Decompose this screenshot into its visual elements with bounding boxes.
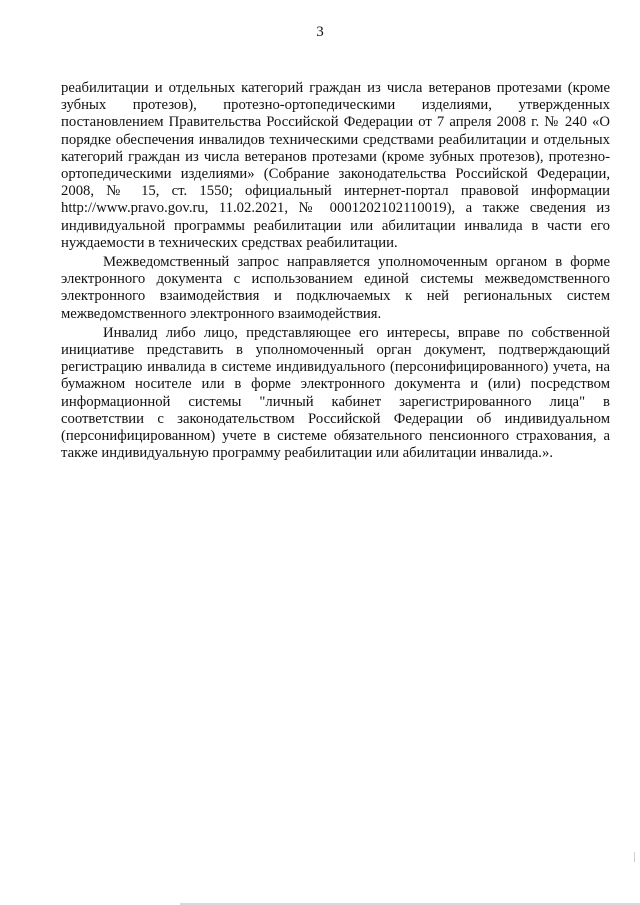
paragraph-own-initiative: Инвалид либо лицо, представляющее его интересы, вправе по собственной инициативе представить в уполномоченный орган документ, подтверждающий регистрацию инвалида в системе индивидуального (персонифицированного) учета, на бумажном носителе или в форме электронного документа и (или) посредством информационной системы "личный кабинет зарегистрированного лица" в соответствии с законодательством Российской Федерации об индивидуальном (персонифицированном) учете в системе обязательного пенсионного страхования, а также индивидуальную программу реабилитации или абилитации инвалида.». <box>61 324 610 462</box>
page-number: 3 <box>316 24 324 40</box>
paragraph-interagency-request: Межведомственный запрос направляется уполномоченным органом в форме электронного документа с использованием единой системы межведомственного электронного взаимодействия и подключаемых к ней региональных систем межведомственного электронного взаимодействия. <box>61 254 610 322</box>
scan-artifact-mark <box>634 852 635 862</box>
paragraph-continuation: реабилитации и отдельных категорий граждан из числа ветеранов протезами (кроме зубных протезов), протезно-ортопедическими изделиями, утвержденных постановлением Правительства Российской Федерации от 7 апреля 2008 г. № 240 «О порядке обеспечения инвалидов техническими средствами реабилитации и отдельных категорий граждан из числа ветеранов протезами (кроме зубных протезов), протезно-ортопедическими изделиями» (Собрание законодательства Российской Федерации, 2008, № 15, ст. 1550; официальный интернет-портал правовой информации http://www.pravo.gov.ru, 11.02.2021, № 0001202102110019), а также сведения из индивидуальной программы реабилитации или абилитации инвалида в части его нуждаемости в технических средствах реабилитации. <box>61 80 610 251</box>
document-body <box>61 80 610 462</box>
